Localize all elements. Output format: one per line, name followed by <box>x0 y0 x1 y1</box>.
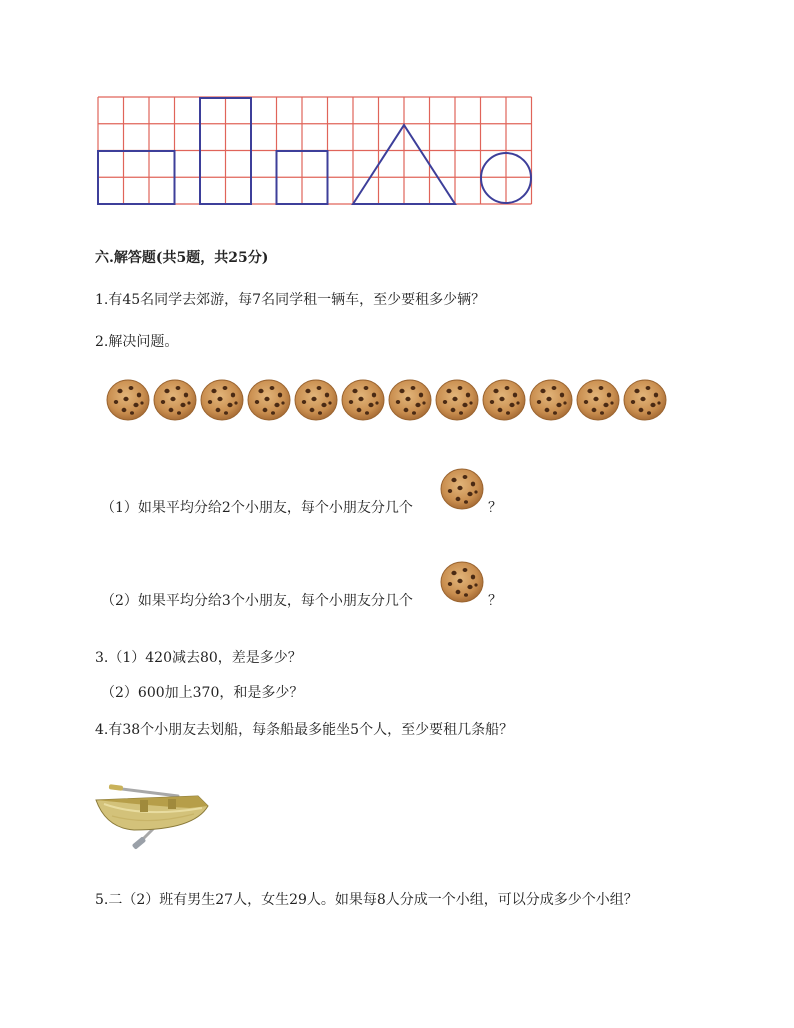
cookie-icon <box>106 379 150 425</box>
question-2-part-2: （2）如果平均分给3个小朋友，每个小朋友分几个 <box>101 593 413 609</box>
section-heading: 六.解答题(共5题，共25分) <box>95 250 269 266</box>
cookie-icon <box>623 379 667 425</box>
cookie-icon <box>200 379 244 425</box>
question-2-part-1-end: ？ <box>488 500 502 516</box>
question-3-part-1: 3.（1）420减去80，差是多少？ <box>95 650 302 666</box>
question-5: 5.二（2）班有男生27人，女生29人。如果每8人分成一个小组，可以分成多少个小组？ <box>95 892 638 908</box>
question-1: 1.有45名同学去郊游，每7名同学租一辆车，至少要租多少辆？ <box>95 292 486 308</box>
cookie-icon <box>482 379 526 425</box>
cookie-icon <box>153 379 197 425</box>
cookie-icon <box>440 468 484 514</box>
cookie-icon <box>247 379 291 425</box>
question-3-part-2: （2）600加上370，和是多少？ <box>101 685 304 701</box>
cookie-icon <box>529 379 573 425</box>
question-2-part-1: （1）如果平均分给2个小朋友，每个小朋友分几个 <box>101 500 413 516</box>
rowboat-icon <box>94 782 214 852</box>
question-2-title: 2.解决问题。 <box>95 334 179 350</box>
cookie-icon <box>388 379 432 425</box>
cookie-icon <box>576 379 620 425</box>
cookie-icon <box>435 379 479 425</box>
question-2-part-2-end: ？ <box>488 593 502 609</box>
grid-figure <box>98 97 532 207</box>
cookie-icon <box>440 561 484 607</box>
cookie-icon <box>294 379 338 425</box>
question-4: 4.有38个小朋友去划船，每条船最多能坐5个人，至少要租几条船？ <box>95 722 514 738</box>
cookie-row <box>106 379 666 423</box>
cookie-icon <box>341 379 385 425</box>
